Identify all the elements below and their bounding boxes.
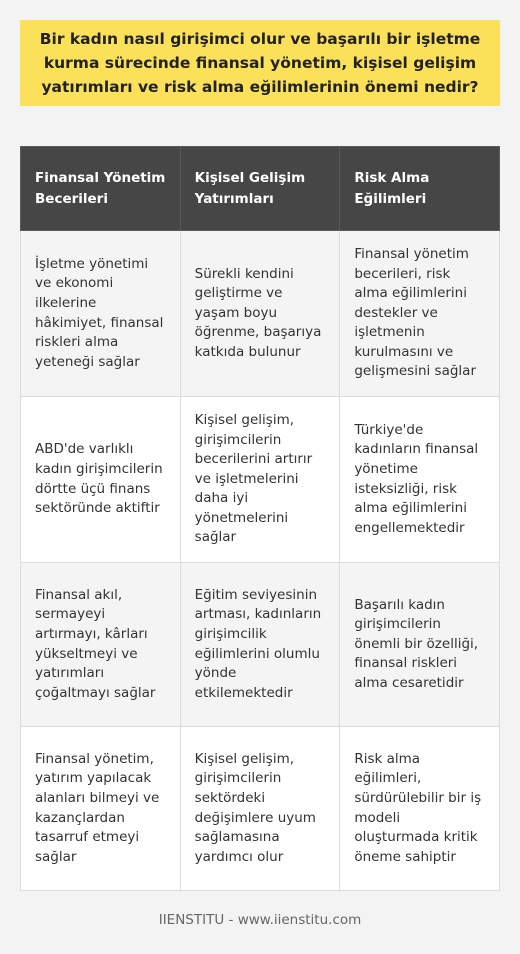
page-title: Bir kadın nasıl girişimci olur ve başarılı bir işletme kurma sürecinde finansal yönetim, kişisel gelişim yatırımları ve risk alma eğilimlerinin önemi nedir? bbox=[39, 30, 481, 96]
column-header-personal-development: Kişisel Gelişim Yatırımları bbox=[180, 147, 340, 231]
table-row bbox=[21, 397, 500, 563]
table-cell: ABD'de varlıklı kadın girişimcilerin dörtte üçü finans sektöründe aktiftir bbox=[21, 397, 181, 563]
table-cell: Risk alma eğilimleri, sürdürülebilir bir iş modeli oluşturmada kritik öneme sahiptir bbox=[340, 727, 500, 891]
column-header-risk-taking: Risk Alma Eğilimleri bbox=[340, 147, 500, 231]
column-header-financial-management: Finansal Yönetim Becerileri bbox=[21, 147, 181, 231]
table-cell: Eğitim seviyesinin artması, kadınların girişimcilik eğilimlerini olumlu yönde etkilemektedir bbox=[180, 563, 340, 727]
table-row bbox=[21, 231, 500, 397]
table-header-row bbox=[21, 147, 500, 231]
table-row bbox=[21, 727, 500, 891]
title-banner bbox=[20, 20, 500, 106]
table-cell: Başarılı kadın girişimcilerin önemli bir özelliği, finansal riskleri alma cesaretidir bbox=[340, 563, 500, 727]
table-cell: Kişisel gelişim, girişimcilerin sektördeki değişimlere uyum sağlamasına yardımcı olur bbox=[180, 727, 340, 891]
table-row bbox=[21, 563, 500, 727]
table-cell: Türkiye'de kadınların finansal yönetime isteksizliği, risk alma eğilimlerini engellemektedir bbox=[340, 397, 500, 563]
table-cell: Finansal yönetim becerileri, risk alma eğilimlerini destekler ve işletmenin kurulmasını ve gelişmesini sağlar bbox=[340, 231, 500, 397]
table-cell: Finansal akıl, sermayeyi artırmayı, kârları yükseltmeyi ve yatırımları çoğaltmayı sağlar bbox=[21, 563, 181, 727]
table-cell: İşletme yönetimi ve ekonomi ilkelerine hâkimiyet, finansal riskleri alma yeteneği sağlar bbox=[21, 231, 181, 397]
table-cell: Kişisel gelişim, girişimcilerin becerilerini artırır ve işletmelerini daha iyi yönetmelerini sağlar bbox=[180, 397, 340, 563]
table-cell: Sürekli kendini geliştirme ve yaşam boyu öğrenme, başarıya katkıda bulunur bbox=[180, 231, 340, 397]
table-cell: Finansal yönetim, yatırım yapılacak alanları bilmeyi ve kazançlardan tasarruf etmeyi sağlar bbox=[21, 727, 181, 891]
footer-credit: IIENSTITU - www.iienstitu.com bbox=[158, 912, 362, 928]
comparison-table bbox=[20, 146, 500, 891]
